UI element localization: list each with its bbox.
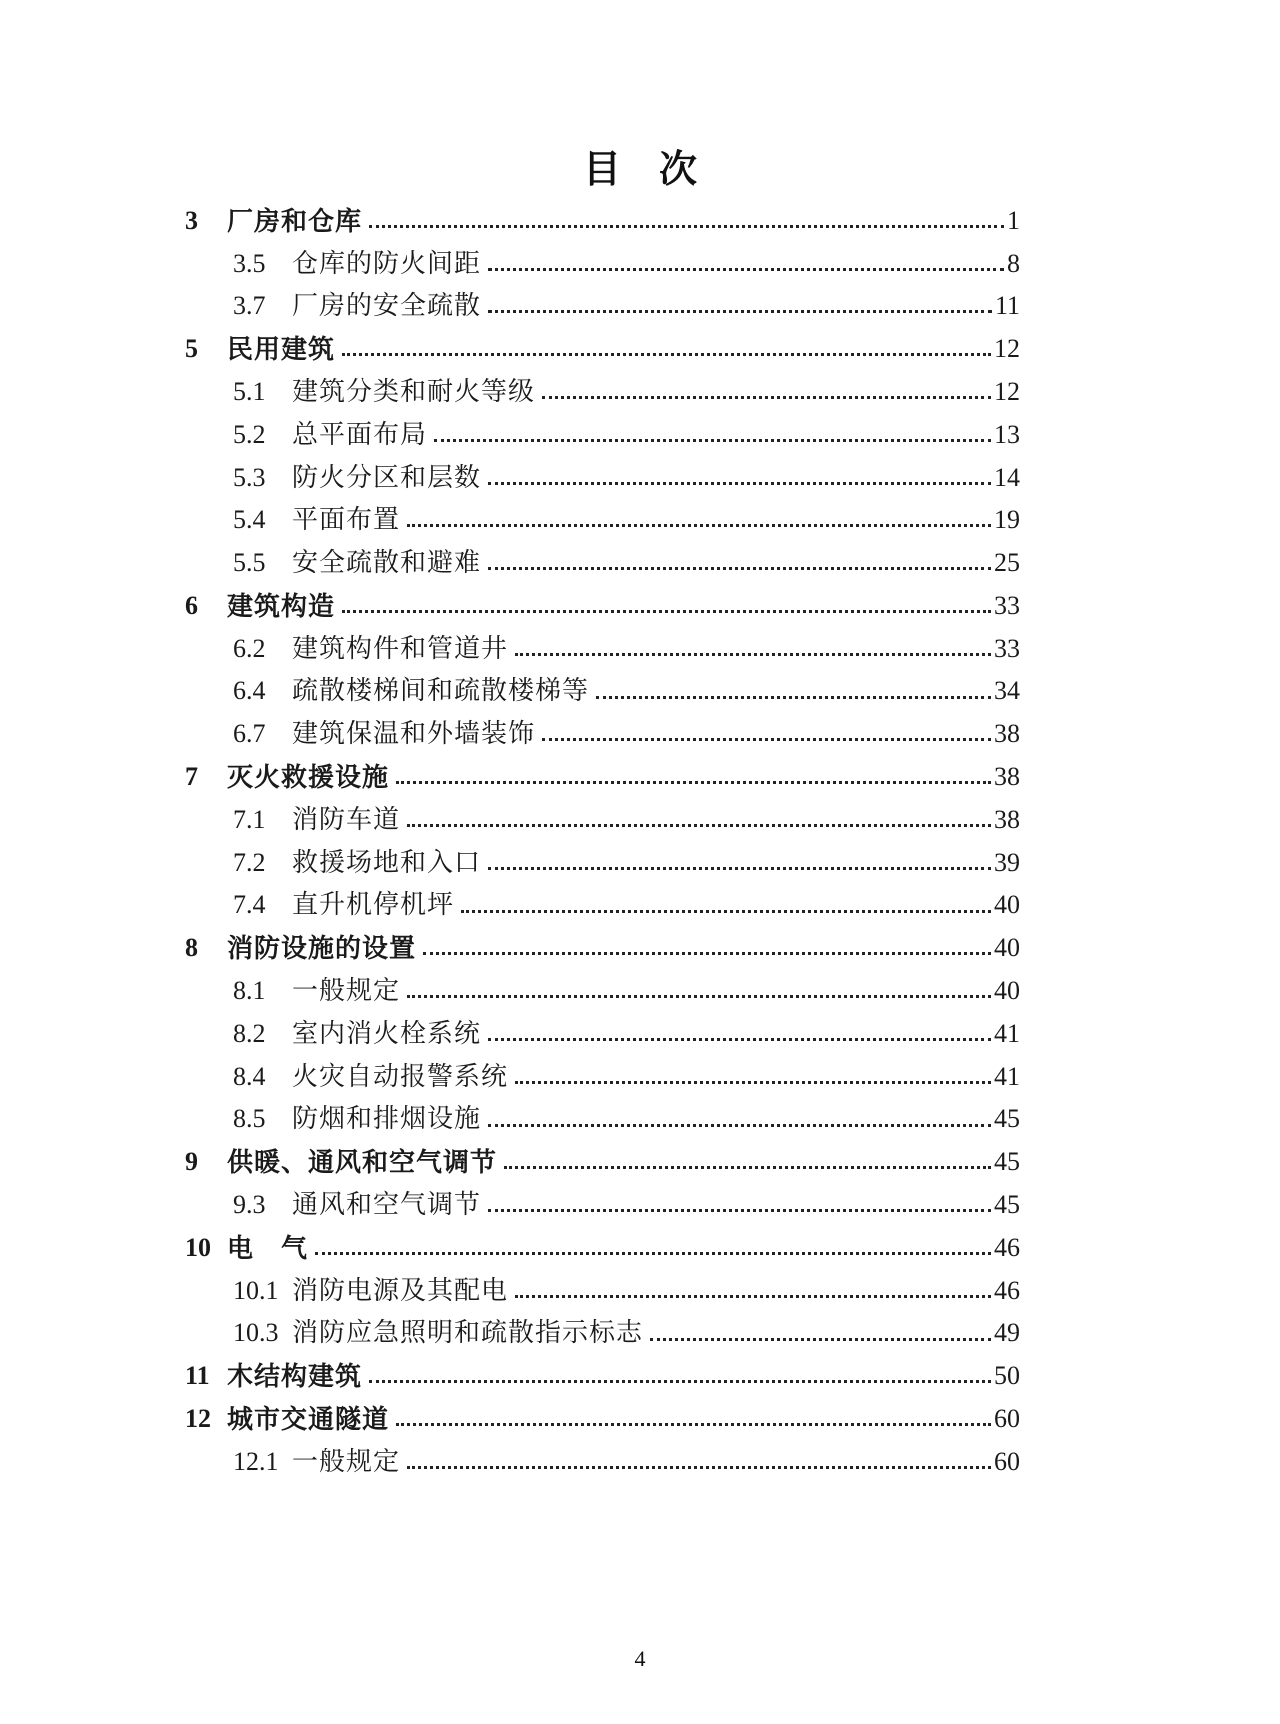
dot-leader: [396, 781, 991, 784]
toc-entry-title: 疏散楼梯间和疏散楼梯等: [292, 676, 590, 706]
dot-leader: [488, 1038, 991, 1041]
toc-entry[interactable]: [170, 1305, 1020, 1348]
toc-entry-page: 11: [994, 291, 1020, 321]
toc-entry-title: 防烟和排烟设施: [292, 1104, 482, 1134]
toc-entry-title: 消防车道: [292, 804, 401, 834]
dot-leader: [407, 1466, 991, 1469]
dot-leader: [596, 696, 991, 699]
toc-entry[interactable]: [170, 1134, 1020, 1177]
toc-entry-number: 12.1: [233, 1446, 279, 1476]
toc-entry-number: 10.1: [233, 1275, 279, 1305]
toc-entry-page: 33: [994, 590, 1020, 620]
toc-entry-number: 5.3: [233, 462, 266, 492]
toc-entry-number: 5.2: [233, 419, 266, 449]
toc-entry[interactable]: [170, 706, 1020, 749]
dot-leader: [488, 867, 991, 870]
toc-entry-title: 电 气: [227, 1232, 309, 1263]
toc-entry-page: 14: [994, 462, 1020, 492]
toc-entry-page: 40: [994, 976, 1020, 1006]
toc-entry-number: 11: [185, 1361, 210, 1391]
toc-entry[interactable]: [170, 1048, 1020, 1091]
toc-entry-title: 消防设施的设置: [227, 933, 417, 964]
toc-entry-number: 10.3: [233, 1318, 279, 1348]
dot-leader: [504, 1166, 991, 1169]
toc-entry-title: 总平面布局: [292, 419, 428, 449]
toc-entry-title: 灭火救援设施: [227, 762, 390, 793]
toc-entry-number: 5.5: [233, 548, 266, 578]
dot-leader: [461, 910, 991, 913]
toc-entry-number: 8.5: [233, 1104, 266, 1134]
toc-entry-number: 8.1: [233, 976, 266, 1006]
toc-entry-page: 33: [994, 633, 1020, 663]
toc-entry-title: 建筑保温和外墙装饰: [292, 719, 536, 749]
toc-entry-number: 8.4: [233, 1061, 266, 1091]
dot-leader: [488, 1209, 991, 1212]
toc-entry-number: 12: [185, 1404, 211, 1434]
toc-entry[interactable]: [170, 920, 1020, 963]
toc-entry-number: 8.2: [233, 1018, 266, 1048]
toc-entry[interactable]: [170, 534, 1020, 577]
toc-entry[interactable]: [170, 492, 1020, 535]
toc-entry-page: 60: [994, 1404, 1020, 1434]
toc-entry[interactable]: [170, 449, 1020, 492]
toc-entry[interactable]: [170, 620, 1020, 663]
toc-entry[interactable]: [170, 577, 1020, 620]
toc-entry-number: 3: [185, 205, 198, 235]
toc-entry-number: 3.5: [233, 248, 266, 278]
toc-entry[interactable]: [170, 363, 1020, 406]
toc-entry-page: 38: [994, 762, 1020, 792]
toc-entry-title: 直升机停机坪: [292, 890, 455, 920]
toc-entry-title: 平面布置: [292, 505, 401, 535]
toc-entry[interactable]: [170, 1390, 1020, 1433]
toc-entry[interactable]: [170, 1262, 1020, 1305]
toc-entry[interactable]: [170, 834, 1020, 877]
toc-list: [170, 192, 1020, 1476]
toc-entry-title: 厂房和仓库: [227, 205, 363, 236]
toc-entry-title: 一般规定: [292, 976, 401, 1006]
dot-leader: [488, 310, 992, 313]
toc-entry-page: 45: [994, 1190, 1020, 1220]
toc-entry-page: 38: [994, 804, 1020, 834]
toc-entry-number: 6: [185, 590, 198, 620]
toc-entry[interactable]: [170, 235, 1020, 278]
toc-entry-title: 城市交通隧道: [227, 1404, 390, 1435]
toc-entry-title: 通风和空气调节: [292, 1190, 482, 1220]
toc-entry-page: 46: [994, 1232, 1020, 1262]
toc-entry[interactable]: [170, 1219, 1020, 1262]
toc-entry-page: 39: [994, 847, 1020, 877]
toc-entry[interactable]: [170, 1348, 1020, 1391]
toc-entry-number: 9.3: [233, 1190, 266, 1220]
toc-entry-number: 10: [185, 1232, 211, 1262]
toc-entry[interactable]: [170, 791, 1020, 834]
toc-entry-page: 12: [994, 334, 1020, 364]
toc-entry-page: 50: [994, 1361, 1020, 1391]
dot-leader: [315, 1252, 991, 1255]
toc-entry[interactable]: [170, 1176, 1020, 1219]
toc-entry-title: 木结构建筑: [227, 1361, 363, 1392]
toc-entry[interactable]: [170, 1005, 1020, 1048]
dot-leader: [423, 952, 991, 955]
dot-leader: [542, 396, 991, 399]
dot-leader: [407, 824, 991, 827]
dot-leader: [369, 225, 1004, 228]
toc-entry-title: 建筑构造: [227, 590, 336, 621]
toc-entry-page: 34: [994, 676, 1020, 706]
dot-leader: [407, 995, 991, 998]
toc-entry-number: 9: [185, 1147, 198, 1177]
toc-entry[interactable]: [170, 962, 1020, 1005]
toc-entry-page: 46: [994, 1275, 1020, 1305]
toc-entry-title: 消防应急照明和疏散指示标志: [292, 1318, 644, 1348]
toc-entry[interactable]: [170, 1091, 1020, 1134]
toc-entry-title: 供暖、通风和空气调节: [227, 1147, 498, 1178]
toc-entry-page: 41: [994, 1018, 1020, 1048]
dot-leader: [488, 482, 991, 485]
toc-entry-number: 7.4: [233, 890, 266, 920]
toc-entry-title: 防火分区和层数: [292, 462, 482, 492]
toc-entry-title: 消防电源及其配电: [292, 1275, 509, 1305]
toc-entry-page: 45: [994, 1147, 1020, 1177]
dot-leader: [488, 1124, 991, 1127]
toc-entry-title: 一般规定: [292, 1446, 401, 1476]
toc-entry-page: 8: [1007, 248, 1020, 278]
toc-entry[interactable]: [170, 877, 1020, 920]
toc-entry[interactable]: [170, 320, 1020, 363]
dot-leader: [488, 268, 1004, 271]
toc-entry[interactable]: [170, 1433, 1020, 1476]
dot-leader: [542, 738, 991, 741]
toc-entry-page: 38: [994, 719, 1020, 749]
toc-entry-title: 仓库的防火间距: [292, 248, 482, 278]
toc-entry-number: 7: [185, 762, 198, 792]
dot-leader: [342, 610, 991, 613]
toc-entry-number: 5.1: [233, 376, 266, 406]
toc-entry-page: 19: [994, 505, 1020, 535]
toc-entry[interactable]: [170, 278, 1020, 321]
toc-entry-title: 建筑分类和耐火等级: [292, 376, 536, 406]
toc-entry-number: 8: [185, 933, 198, 963]
dot-leader: [396, 1423, 991, 1426]
dot-leader: [342, 353, 991, 356]
toc-entry[interactable]: [170, 663, 1020, 706]
toc-entry-number: 5.4: [233, 505, 266, 535]
toc-entry-title: 室内消火栓系统: [292, 1018, 482, 1048]
toc-entry-title: 民用建筑: [227, 334, 336, 365]
toc-entry-page: 41: [994, 1061, 1020, 1091]
toc-entry[interactable]: [170, 192, 1020, 235]
toc-entry-page: 13: [994, 419, 1020, 449]
toc-entry-title: 建筑构件和管道井: [292, 633, 509, 663]
toc-entry-number: 7.2: [233, 847, 266, 877]
toc-entry-page: 40: [994, 890, 1020, 920]
toc-entry-page: 45: [994, 1104, 1020, 1134]
toc-entry-title: 救援场地和入口: [292, 847, 482, 877]
toc-entry-title: 厂房的安全疏散: [292, 291, 482, 321]
page-title: 目 次: [582, 149, 697, 191]
toc-entry-page: 49: [994, 1318, 1020, 1348]
dot-leader: [488, 567, 991, 570]
toc-entry[interactable]: [170, 406, 1020, 449]
toc-entry-title: 安全疏散和避难: [292, 548, 482, 578]
toc-entry-page: 40: [994, 933, 1020, 963]
toc-entry-number: 3.7: [233, 291, 266, 321]
toc-entry-number: 5: [185, 334, 198, 364]
toc-entry-title: 火灾自动报警系统: [292, 1061, 509, 1091]
footer-page-number: 4: [634, 1646, 646, 1671]
toc-entry-page: 1: [1007, 205, 1020, 235]
toc-entry-page: 12: [994, 376, 1020, 406]
dot-leader: [515, 1081, 991, 1084]
toc-entry-page: 25: [994, 548, 1020, 578]
dot-leader: [407, 524, 991, 527]
dot-leader: [434, 439, 991, 442]
toc-entry-number: 6.2: [233, 633, 266, 663]
toc-entry[interactable]: [170, 748, 1020, 791]
dot-leader: [515, 1295, 991, 1298]
dot-leader: [650, 1338, 991, 1341]
dot-leader: [515, 653, 991, 656]
dot-leader: [369, 1380, 991, 1383]
toc-entry-number: 6.4: [233, 676, 266, 706]
toc-entry-page: 60: [994, 1446, 1020, 1476]
toc-entry-number: 7.1: [233, 804, 266, 834]
toc-entry-number: 6.7: [233, 719, 266, 749]
